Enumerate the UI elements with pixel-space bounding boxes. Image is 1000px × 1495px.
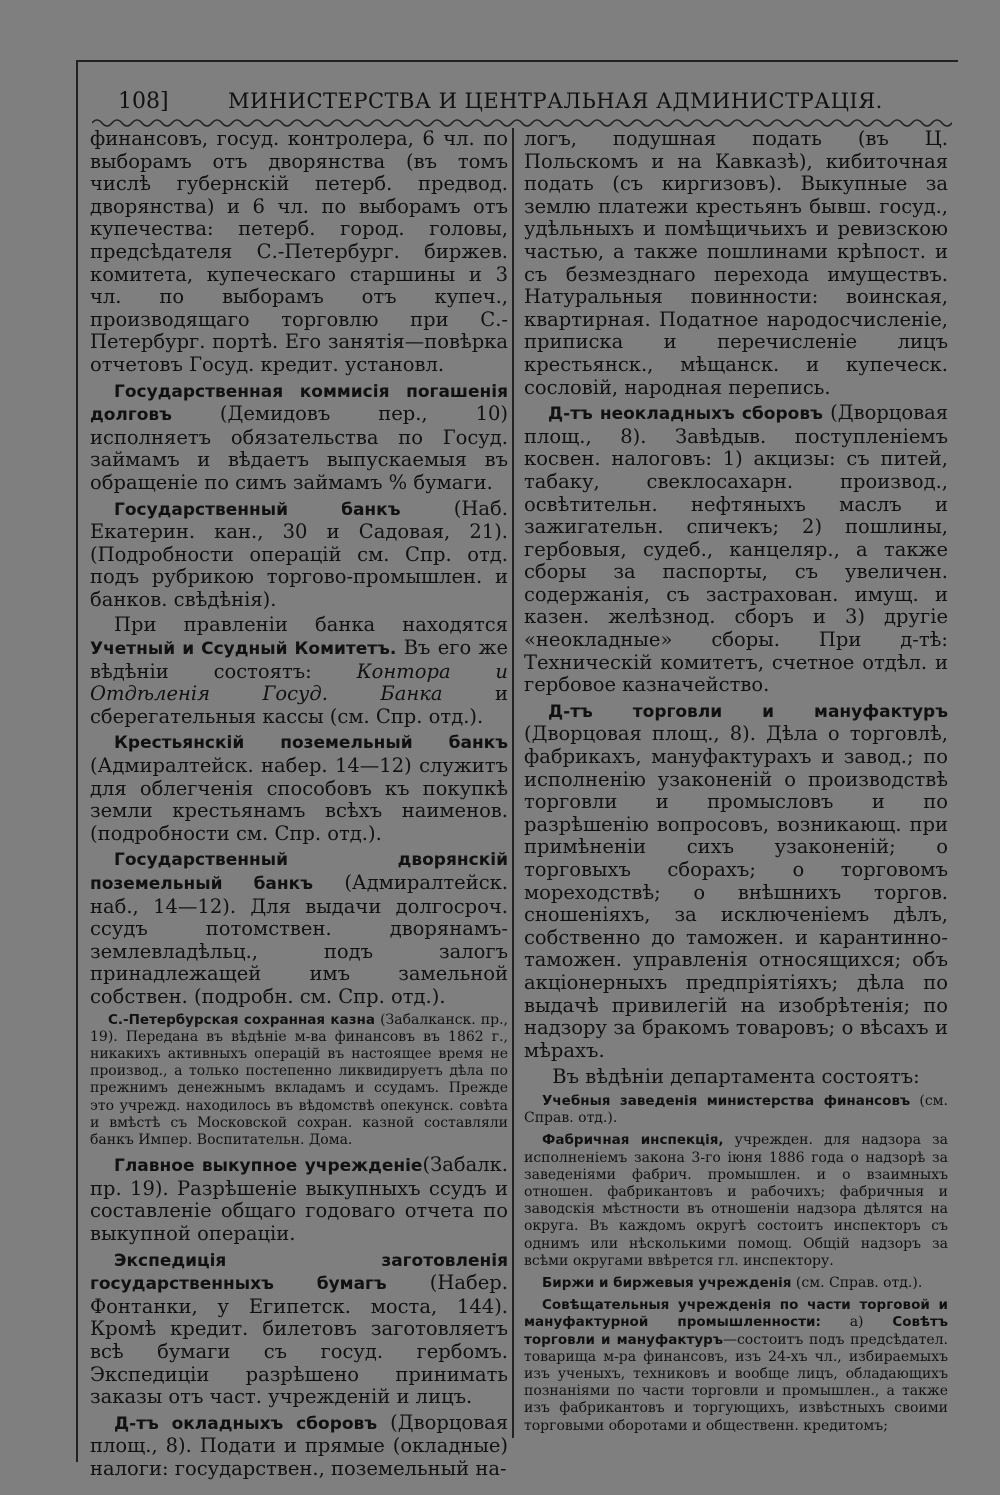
paragraph: финансовъ, госуд. контролера, 6 чл. по выборамъ отъ дворянства (въ томъ числѣ губернскій петерб. предвод. дворянства) и 6 чл. по выборамъ отъ купечества: петерб. город. головы, предсѣдателя С.-Петербург. биржев. комитета, купеческаго старшины и 3 чл. по выборамъ отъ купеч., производящаго торговлю при С.-Петербург. портѣ. Его занятія—повѣрка отчетовъ Госуд. кредит. установл. (90, 127, 508, 376)
entry-heading: Фабричная инспекція, (542, 1132, 724, 1149)
paragraph: Д-тъ окладныхъ сборовъ (Дворцовая площ., 8). Подати и прямые (окладные) налоги: государствен., поземельный на- (90, 1410, 509, 1480)
paragraph: Государственная коммисія погашенія долговъ (Демидовъ пер., 10) исполняетъ обязательства по Госуд. займамъ и вѣдаетъ выпускаемыя въ обращеніе по симъ займамъ % бумаги. (90, 381, 508, 494)
entry-heading: Государственный дворянскій поземельный банкъ (90, 850, 508, 894)
entry-heading: Д-тъ торговли и мануфактуръ (548, 701, 948, 722)
paragraph: Крестьянскій поземельный банкъ (Адмиралтейск. набер. 14—12) служитъ для облегченія способовъ къ покупкѣ земли крестьянамъ всѣхъ наименов. (подробности см. Спр. отд.). (90, 733, 508, 845)
paragraph: Д-тъ неокладныхъ сборовъ (Дворцовая площ., 8). Завѣдыв. поступленіемъ косвен. налоговъ: 1) акцизы: съ питей, табаку, свеклосахарн. производ., освѣтительн. нефтяныхъ маслъ и зажигательн. спичекъ; 2) пошлины, гербовыя, судеб., канцеляр., а также сборы за паспорты, съ увеличен. содержанія, съ застрахован. имущ. и казен. желѣзнод. сборъ и 3) другіе «неокладные» сборы. При д-тѣ: Техническій комитетъ, счетное отдѣл. и гербовое казначейство. (524, 401, 948, 697)
entry-heading: Учебныя заведенія министерства финансовъ (542, 1092, 911, 1109)
section-subheading: Въ вѣдѣніи департамента состоятъ: (552, 1065, 920, 1089)
entry-heading: Д-тъ неокладныхъ сборовъ (548, 404, 823, 425)
page-header (118, 84, 948, 118)
paragraph: логъ, подушная подать (въ Ц. Польскомъ и на Кавказѣ), кибиточная подать (съ киргизовъ). Выкупные за землю платежи крестьянъ бывш. госуд., удѣльныхъ и помѣщичьихъ и ревизскою частью, а также пошлинами крѣпост. и съ безмезднаго перехода имуществъ. Натуральныя повинности: воинская, квартирная. Податное народосчисленіе, приписка и перечисленіе лицъ крестьянск., мѣщанск. и купеческ. сословій, народная перепись. (524, 127, 948, 399)
entry-heading: Совѣщательныя учрежденія по части торговой и мануфактурной промышленности: (524, 1297, 948, 1331)
paragraph: При правленіи банка находятся Учетный и Ссудный Комитетъ. Въ его же вѣдѣніи состоятъ: Контора и Отдѣленія Госуд. Банка и сберегательныя кассы (см. Спр. отд.). (90, 613, 509, 728)
entry-heading: Главное выкупное учрежденіе (114, 1156, 423, 1177)
entry-heading: Совѣтъ торговли и мануфактуръ (524, 1314, 948, 1348)
left-column (90, 128, 508, 1484)
paragraph: Экспедиція заготовленія государственныхъ бумагъ (Набер. Фонтанки, у Египетск. моста, 144). Кромѣ кредит. билетовъ заготовляетъ всѣ бумаги съ госуд. гербомъ. Экспедиціи разрѣшено принимать заказы отъ част. учрежденій и лицъ. (90, 1250, 508, 1409)
entry-heading: Государственный банкъ (114, 499, 401, 520)
running-head: МИНИСТЕРСТВА И ЦЕНТРАЛЬНАЯ АДМИНИСТРАЦІЯ. (228, 89, 883, 113)
entry-heading: Д-тъ окладныхъ сборовъ (114, 1413, 378, 1434)
paragraph: Государственный дворянскій поземельный банкъ (Адмиралтейск. наб., 14—12). Для выдачи долгосроч. ссудъ потомствен. дворянамъ-землевладѣльц., подъ залогъ принадлежащей имъ замельной собствен. (подробн. см. Спр. отд.). (90, 850, 508, 1008)
paragraph-small: Совѣщательныя учрежденія по части торговой и мануфактурной промышленности: а) Совѣтъ торговли и мануфактуръ—состоитъ подъ предсѣдател. товарища м-ра финансовъ, изъ 24-хъ чл., избираемыхъ изъ ученыхъ, техниковъ и вообще лицъ, обладающихъ познаніями по части торговли и промышлен., а также изъ фабрикантовъ и торгующихъ, извѣстныхъ своими торговыми оборотами и общественн. кредитомъ; (524, 1297, 948, 1434)
paragraph-small: Фабричная инспекція, учрежден. для надзора за исполненіемъ закона 3-го іюня 1886 года о надзорѣ за заведеніями фабрич. промышлен. и о взаимныхъ отношен. фабрикантовъ и рабочихъ; фабричныя и заводскія мѣстности въ отношеніи надзора дѣлятся на округа. Въ каждомъ округѣ состоитъ инспекторъ съ однимъ или нѣсколькими помощ. Общій надзоръ за всѣми округами ввѣрется гл. инспектору. (524, 1132, 948, 1269)
paragraph: Государственный банкъ (Наб. Екатерин. кан., 30 и Садовая, 21). (Подробности операцій см. Спр. отд. подъ рубрикою торгово-промышлен. и банков. свѣдѣнія). (90, 496, 508, 611)
paragraph-small: Биржи и биржевыя учрежденія (см. Справ. отд.). (542, 1274, 923, 1291)
paragraph: Д-тъ торговли и мануфактуръ (Дворцовая площ., 8). Дѣла о торговлѣ, фабрикахъ, мануфактурахъ и завод.; по исполненію узаконеній о производствѣ торговли и промысловъ и по разрѣшенію вопросовъ, возникающ. при примѣненіи сихъ узаконеній; о торговыхъ сборахъ; о торговомъ мореходствѣ; о внѣшнихъ торгов. сношеніяхъ, за исключеніемъ дѣлъ, собственно до таможен. и карантинно-таможен. управленія относящихся; объ акціонерныхъ предпріятіяхъ; дѣла по выдачѣ привилегій на изобрѣтенія; по надзору за бракомъ товаровъ; о вѣсахъ и мѣрахъ. (524, 701, 948, 1062)
entry-heading: Крестьянскій поземельный банкъ (114, 733, 508, 754)
page-number: 108] (118, 88, 169, 114)
column-divider (512, 128, 514, 1438)
entry-heading: Учетный и Ссудный Комитетъ. (90, 639, 397, 660)
entry-heading: Государственная коммисія погашенія долговъ (90, 381, 508, 426)
paragraph-small: Учебныя заведенія министерства финансовъ (см. Справ. отд.). (524, 1092, 949, 1127)
entry-heading: Экспедиція заготовленія государственныхъ бумагъ (90, 1250, 508, 1295)
right-column (524, 128, 948, 1440)
paragraph: Главное выкупное учрежденіе(Забалк. пр. 19). Разрѣшеніе выкупныхъ ссудъ и составленіе общаго годоваго отчета по выкупной операціи. (90, 1153, 508, 1245)
paragraph-small: С.-Петербурская сохранная казна (Забалканск. пр., 19). Передана въ вѣдѣніе м-ва финансовъ въ 1862 г., никакихъ активныхъ операцій въ настоящее время не производ., а только постепенно ликвидируетъ дѣла по прежнимъ денежнымъ вкладамъ и ссудамъ. Прежде это учрежд. находилось въ вѣдомствѣ опекунск. совѣта и вмѣстѣ съ Московской сохран. казной составляли банкъ Импер. Воспитательн. Дома. (90, 1011, 509, 1148)
entry-heading: Биржи и биржевыя учрежденія (542, 1274, 792, 1291)
entry-heading: С.-Петербурская сохранная казна (108, 1011, 375, 1028)
